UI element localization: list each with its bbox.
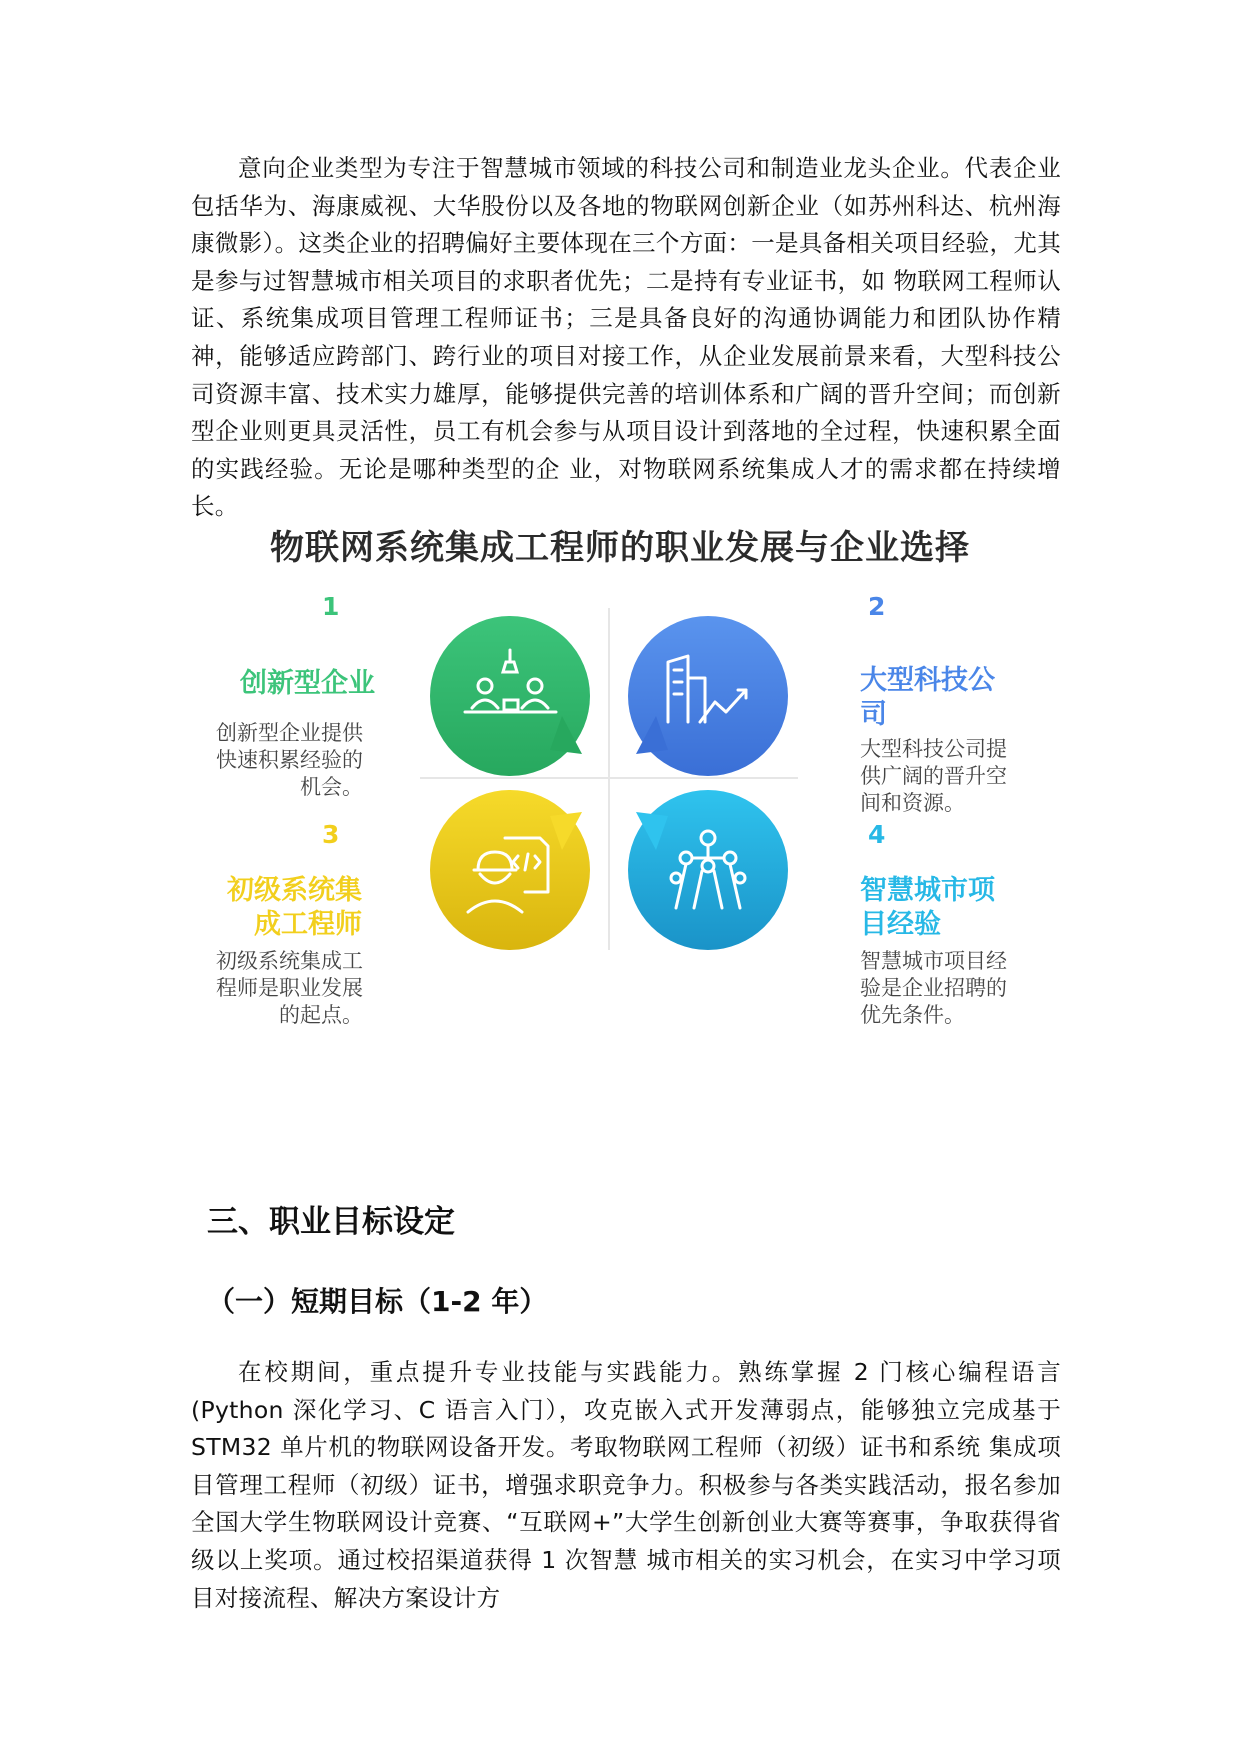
bubble-1 [430, 616, 590, 776]
card-3-title: 初级系统集成工程师 [227, 875, 362, 940]
card-2-number: 2 [868, 592, 886, 621]
card-1-title: 创新型企业 [240, 668, 375, 699]
bubble-2 [628, 616, 788, 776]
card-3-desc: 初级系统集成工程师是职业发展的起点。 [216, 949, 363, 1027]
card-4-desc: 智慧城市项目经验是企业招聘的优先条件。 [860, 949, 1007, 1027]
section-heading: 三、职业目标设定 [207, 1204, 455, 1240]
paragraph-short-term-goals: 在校期间，重点提升专业技能与实践能力。熟练掌握 2 门核心编程语言(Python 深化学习、C 语言入门），攻克嵌入式开发薄弱点，能够独立完成基于 STM32 单片机的物联网设备开发。考取物联网工程师（初级）证书和系统 集成项目管理工程师（初级）证书，增强求职竞争力。积极参与各类实践活动，报名参加全国大学生物联网设计竞赛、“互联网+”大学生创新创业大赛等赛事，争取获得省级以上奖项。通过校招渠道获得 1 次智慧 城市相关的实习机会，在实习中学习项目对接流程、解决方案设计方 [191, 1358, 1061, 1612]
card-2-desc: 大型科技公司提供广阔的晋升空间和资源。 [860, 737, 1007, 815]
career-infographic [200, 520, 1040, 1160]
card-4-title: 智慧城市项目经验 [860, 875, 995, 940]
card-1-number: 1 [322, 592, 340, 621]
paragraph-enterprise-types: 意向企业类型为专注于智慧城市领域的科技公司和制造业龙头企业。代表企业包括华为、海康威视、大华股份以及各地的物联网创新企业（如苏州科达、杭州海康微影）。这类企业的招聘偏好主要体现在三个方面：一是具备相关项目经验，尤其是参与过智慧城市相关项目的求职者优先；二是持有专业证书，如 物联网工程师认证、系统集成项目管理工程师证书；三是具备良好的沟通协调能力和团队协作精神，能够适应跨部门、跨行业的项目对接工作，从企业发展前景来看，大型科技公司资源丰富、技术实力雄厚，能够提供完善的培训体系和广阔的晋升空间；而创新型企业则更具灵活性，员工有机会参与从项目设计到落地的全过程，快速积累全面的实践经验。无论是哪种类型的企 业，对物联网系统集成人才的需求都在持续增长。 [191, 154, 1061, 521]
card-4-number: 4 [868, 820, 886, 849]
subsection-heading: （一）短期目标（1-2 年） [207, 1285, 548, 1318]
card-3-number: 3 [322, 820, 340, 849]
card-1-desc: 创新型企业提供快速积累经验的机会。 [216, 721, 363, 799]
bubble-3 [430, 790, 590, 950]
bubble-4 [628, 790, 788, 950]
infographic-title: 物联网系统集成工程师的职业发展与企业选择 [270, 528, 970, 568]
card-2-title: 大型科技公司 [860, 665, 995, 730]
